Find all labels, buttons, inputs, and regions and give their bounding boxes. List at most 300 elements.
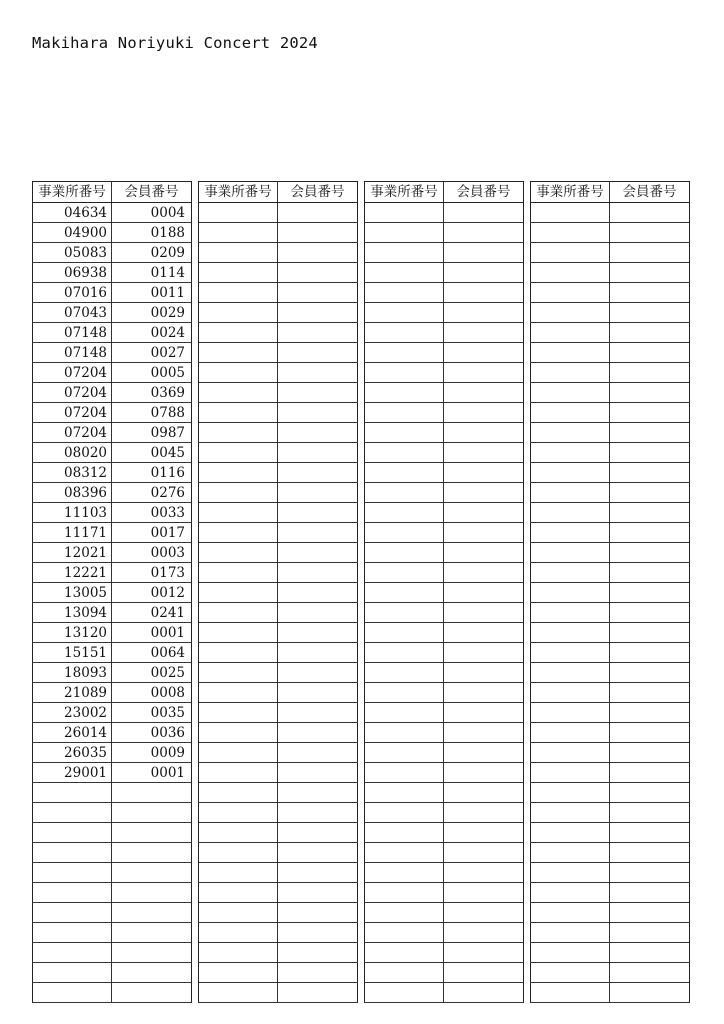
office-number-cell: [365, 563, 444, 583]
office-number-header: 事業所番号: [199, 182, 278, 203]
table-row: [365, 483, 524, 503]
table-row: [199, 763, 358, 783]
table-row: [33, 463, 192, 483]
member-number-cell: [444, 903, 524, 923]
member-number-header: 会員番号: [444, 182, 524, 203]
table-row: [33, 923, 192, 943]
office-number-cell: [531, 703, 610, 723]
member-number-cell: [278, 203, 358, 223]
table-row: [33, 543, 192, 563]
table-row: [199, 683, 358, 703]
member-number-cell: 0025: [112, 663, 192, 683]
member-number-cell: [444, 403, 524, 423]
member-number-cell: [278, 683, 358, 703]
office-number-cell: [199, 963, 278, 983]
office-number-cell: [365, 883, 444, 903]
office-number-cell: [531, 983, 610, 1003]
member-table-4: [530, 181, 690, 1003]
office-number-cell: 11171: [33, 523, 112, 543]
member-number-cell: [278, 623, 358, 643]
office-number-cell: 07016: [33, 283, 112, 303]
table-header-row: [33, 182, 192, 203]
member-number-cell: [278, 783, 358, 803]
office-number-cell: [199, 443, 278, 463]
member-number-cell: [610, 403, 690, 423]
member-number-cell: [610, 823, 690, 843]
member-number-cell: [112, 843, 192, 863]
office-number-cell: [365, 423, 444, 443]
office-number-cell: 07204: [33, 423, 112, 443]
office-number-cell: [531, 203, 610, 223]
office-number-cell: [199, 423, 278, 443]
member-table-2: [198, 181, 358, 1003]
table-row: [33, 623, 192, 643]
member-number-cell: [278, 323, 358, 343]
table-row: [33, 803, 192, 823]
table-row: [199, 703, 358, 723]
office-number-cell: [199, 703, 278, 723]
table-row: [365, 203, 524, 223]
table-row: [365, 743, 524, 763]
table-row: [531, 383, 690, 403]
table-row: [365, 843, 524, 863]
office-number-cell: [199, 303, 278, 323]
table-row: [365, 343, 524, 363]
table-row: [531, 203, 690, 223]
table-row: [199, 443, 358, 463]
member-number-cell: [278, 603, 358, 623]
table-row: [199, 783, 358, 803]
table-row: [199, 243, 358, 263]
table-row: [531, 263, 690, 283]
office-number-cell: [199, 663, 278, 683]
table-row: [199, 523, 358, 543]
member-number-cell: 0008: [112, 683, 192, 703]
table-row: [531, 883, 690, 903]
member-number-cell: 0987: [112, 423, 192, 443]
table-row: [199, 583, 358, 603]
office-number-cell: [531, 783, 610, 803]
office-number-cell: [531, 423, 610, 443]
member-number-cell: 0173: [112, 563, 192, 583]
member-number-cell: [278, 703, 358, 723]
member-number-cell: [278, 983, 358, 1003]
member-number-cell: [444, 803, 524, 823]
member-number-cell: [610, 383, 690, 403]
office-number-cell: [531, 483, 610, 503]
table-row: [531, 663, 690, 683]
table-row: [531, 843, 690, 863]
table-row: [531, 783, 690, 803]
member-number-cell: 0004: [112, 203, 192, 223]
member-number-cell: [278, 403, 358, 423]
table-row: [365, 403, 524, 423]
member-number-cell: [444, 203, 524, 223]
member-number-cell: [610, 523, 690, 543]
office-number-cell: [531, 443, 610, 463]
member-number-cell: [610, 923, 690, 943]
office-number-cell: [199, 343, 278, 363]
table-row: [199, 823, 358, 843]
office-number-cell: 07204: [33, 363, 112, 383]
member-number-cell: 0045: [112, 443, 192, 463]
member-number-cell: 0369: [112, 383, 192, 403]
table-row: [531, 343, 690, 363]
office-number-cell: 07148: [33, 343, 112, 363]
table-row: [199, 563, 358, 583]
table-row: [33, 963, 192, 983]
member-number-cell: [278, 303, 358, 323]
member-number-cell: [610, 843, 690, 863]
member-number-cell: 0116: [112, 463, 192, 483]
office-number-cell: 08312: [33, 463, 112, 483]
member-number-cell: [444, 783, 524, 803]
table-row: [33, 583, 192, 603]
office-number-cell: [199, 783, 278, 803]
office-number-cell: 13005: [33, 583, 112, 603]
table-row: [33, 303, 192, 323]
office-number-header: 事業所番号: [531, 182, 610, 203]
member-number-cell: [112, 963, 192, 983]
member-number-cell: [278, 483, 358, 503]
table-row: [531, 703, 690, 723]
table-row: [531, 243, 690, 263]
office-number-cell: [531, 943, 610, 963]
office-number-cell: [199, 323, 278, 343]
table-row: [199, 463, 358, 483]
member-number-cell: [278, 863, 358, 883]
table-row: [365, 363, 524, 383]
member-number-cell: [444, 743, 524, 763]
office-number-cell: [199, 923, 278, 943]
member-number-cell: 0009: [112, 743, 192, 763]
member-number-cell: [444, 303, 524, 323]
table-row: [33, 823, 192, 843]
member-number-cell: [444, 263, 524, 283]
table-row: [531, 543, 690, 563]
table-row: [33, 403, 192, 423]
office-number-cell: [531, 263, 610, 283]
office-number-cell: [199, 243, 278, 263]
office-number-cell: [531, 463, 610, 483]
member-number-cell: [112, 883, 192, 903]
table-row: [531, 303, 690, 323]
member-number-cell: [278, 963, 358, 983]
office-number-cell: [531, 963, 610, 983]
office-number-cell: [531, 623, 610, 643]
member-number-cell: [278, 383, 358, 403]
table-row: [365, 703, 524, 723]
member-number-cell: [278, 543, 358, 563]
member-number-header: 会員番号: [112, 182, 192, 203]
table-row: [365, 723, 524, 743]
member-number-cell: [610, 263, 690, 283]
table-row: [365, 863, 524, 883]
member-number-cell: [610, 603, 690, 623]
table-row: [365, 643, 524, 663]
member-number-header: 会員番号: [610, 182, 690, 203]
table-row: [199, 423, 358, 443]
office-number-cell: [365, 603, 444, 623]
office-number-cell: [365, 463, 444, 483]
member-number-cell: [444, 343, 524, 363]
table-row: [33, 843, 192, 863]
member-number-cell: [610, 223, 690, 243]
member-number-cell: [444, 983, 524, 1003]
table-row: [365, 303, 524, 323]
table-row: [365, 503, 524, 523]
office-number-cell: [365, 743, 444, 763]
office-number-cell: [33, 963, 112, 983]
office-number-cell: [365, 803, 444, 823]
office-number-cell: [531, 683, 610, 703]
member-number-cell: [278, 883, 358, 903]
member-number-cell: [444, 543, 524, 563]
member-number-cell: [112, 823, 192, 843]
page-title: Makihara Noriyuki Concert 2024: [32, 34, 318, 52]
table-row: [531, 963, 690, 983]
member-number-cell: [610, 803, 690, 823]
member-number-cell: 0064: [112, 643, 192, 663]
member-number-cell: 0276: [112, 483, 192, 503]
office-number-cell: [365, 383, 444, 403]
member-number-cell: [610, 423, 690, 443]
office-number-cell: [365, 243, 444, 263]
member-number-cell: [278, 563, 358, 583]
member-number-cell: 0114: [112, 263, 192, 283]
table-row: [365, 983, 524, 1003]
table-row: [199, 323, 358, 343]
member-number-cell: [278, 263, 358, 283]
member-number-header: 会員番号: [278, 182, 358, 203]
table-row: [33, 683, 192, 703]
office-number-cell: 26035: [33, 743, 112, 763]
office-number-cell: [365, 363, 444, 383]
office-number-cell: [365, 223, 444, 243]
office-number-cell: [199, 683, 278, 703]
member-number-cell: 0003: [112, 543, 192, 563]
table-row: [365, 763, 524, 783]
table-row: [365, 903, 524, 923]
table-row: [33, 603, 192, 623]
office-number-cell: [365, 443, 444, 463]
office-number-header: 事業所番号: [365, 182, 444, 203]
member-number-cell: [278, 583, 358, 603]
office-number-cell: [199, 563, 278, 583]
table-row: [33, 903, 192, 923]
member-number-cell: [610, 343, 690, 363]
office-number-cell: [199, 223, 278, 243]
table-row: [199, 383, 358, 403]
office-number-cell: [33, 783, 112, 803]
table-row: [33, 223, 192, 243]
office-number-cell: [531, 323, 610, 343]
office-number-cell: [365, 483, 444, 503]
office-number-cell: [199, 543, 278, 563]
table-row: [531, 503, 690, 523]
office-number-cell: 23002: [33, 703, 112, 723]
member-number-cell: [444, 463, 524, 483]
member-number-cell: [610, 723, 690, 743]
table-row: [365, 603, 524, 623]
office-number-cell: [199, 523, 278, 543]
member-table-1: [32, 181, 192, 1003]
member-number-cell: [610, 663, 690, 683]
table-row: [33, 243, 192, 263]
office-number-cell: [531, 923, 610, 943]
table-row: [365, 923, 524, 943]
member-number-cell: [278, 943, 358, 963]
member-number-cell: [610, 363, 690, 383]
office-number-cell: [365, 863, 444, 883]
office-number-cell: [33, 923, 112, 943]
table-row: [199, 723, 358, 743]
office-number-cell: [199, 623, 278, 643]
member-number-cell: [610, 943, 690, 963]
table-row: [33, 363, 192, 383]
table-row: [199, 363, 358, 383]
office-number-cell: [33, 843, 112, 863]
member-number-cell: [278, 363, 358, 383]
member-number-cell: [444, 703, 524, 723]
member-number-cell: [610, 863, 690, 883]
member-number-cell: [444, 443, 524, 463]
office-number-cell: 15151: [33, 643, 112, 663]
office-number-cell: [531, 283, 610, 303]
office-number-cell: [531, 603, 610, 623]
member-number-cell: [278, 223, 358, 243]
office-number-cell: [365, 723, 444, 743]
table-row: [199, 623, 358, 643]
office-number-cell: [199, 583, 278, 603]
office-number-cell: [531, 863, 610, 883]
table-row: [365, 423, 524, 443]
table-row: [33, 523, 192, 543]
office-number-cell: [33, 983, 112, 1003]
member-number-cell: [444, 863, 524, 883]
member-number-cell: [610, 963, 690, 983]
office-number-cell: [365, 763, 444, 783]
table-row: [199, 663, 358, 683]
office-number-cell: [199, 743, 278, 763]
member-number-cell: [278, 843, 358, 863]
office-number-cell: [531, 803, 610, 823]
table-row: [199, 883, 358, 903]
member-number-cell: [444, 383, 524, 403]
office-number-cell: [531, 223, 610, 243]
office-number-cell: [531, 243, 610, 263]
office-number-cell: [365, 923, 444, 943]
member-number-cell: [444, 763, 524, 783]
table-row: [199, 223, 358, 243]
table-row: [199, 303, 358, 323]
table-row: [33, 443, 192, 463]
office-number-cell: [199, 463, 278, 483]
member-number-cell: [610, 203, 690, 223]
member-number-cell: 0788: [112, 403, 192, 423]
member-number-cell: [610, 443, 690, 463]
table-row: [33, 483, 192, 503]
office-number-cell: 07204: [33, 403, 112, 423]
table-row: [33, 943, 192, 963]
member-number-cell: [610, 883, 690, 903]
table-row: [199, 903, 358, 923]
member-number-cell: [444, 483, 524, 503]
table-row: [33, 783, 192, 803]
table-row: [199, 983, 358, 1003]
office-number-cell: [365, 663, 444, 683]
table-row: [365, 383, 524, 403]
table-row: [33, 863, 192, 883]
member-number-cell: [444, 963, 524, 983]
member-number-cell: 0027: [112, 343, 192, 363]
table-row: [365, 443, 524, 463]
table-row: [33, 723, 192, 743]
table-row: [365, 663, 524, 683]
office-number-cell: [365, 643, 444, 663]
table-row: [33, 503, 192, 523]
member-number-cell: [444, 623, 524, 643]
member-number-cell: 0005: [112, 363, 192, 383]
office-number-cell: [365, 503, 444, 523]
member-number-cell: 0017: [112, 523, 192, 543]
table-row: [365, 783, 524, 803]
table-row: [199, 743, 358, 763]
office-number-cell: [365, 703, 444, 723]
member-number-cell: [112, 923, 192, 943]
office-number-cell: [531, 543, 610, 563]
office-number-cell: 29001: [33, 763, 112, 783]
table-header-row: [199, 182, 358, 203]
table-row: [199, 283, 358, 303]
table-row: [531, 683, 690, 703]
table-row: [33, 423, 192, 443]
office-number-cell: [531, 563, 610, 583]
office-number-cell: [365, 303, 444, 323]
table-row: [365, 283, 524, 303]
office-number-cell: [531, 503, 610, 523]
member-number-cell: [278, 243, 358, 263]
table-row: [199, 943, 358, 963]
table-row: [199, 803, 358, 823]
office-number-cell: [365, 323, 444, 343]
office-number-cell: 07148: [33, 323, 112, 343]
office-number-cell: [33, 803, 112, 823]
table-row: [531, 863, 690, 883]
table-row: [199, 263, 358, 283]
table-row: [365, 883, 524, 903]
member-number-cell: [278, 763, 358, 783]
member-number-cell: [610, 243, 690, 263]
table-row: [33, 283, 192, 303]
table-row: [199, 203, 358, 223]
member-number-cell: [444, 503, 524, 523]
office-number-cell: [365, 583, 444, 603]
table-row: [531, 483, 690, 503]
office-number-cell: 04900: [33, 223, 112, 243]
member-number-cell: [444, 723, 524, 743]
table-row: [199, 963, 358, 983]
table-row: [365, 943, 524, 963]
table-row: [33, 763, 192, 783]
member-number-cell: [278, 663, 358, 683]
table-row: [199, 643, 358, 663]
table-header-row: [531, 182, 690, 203]
table-row: [365, 803, 524, 823]
member-number-cell: [278, 463, 358, 483]
table-row: [33, 323, 192, 343]
office-number-cell: [199, 403, 278, 423]
